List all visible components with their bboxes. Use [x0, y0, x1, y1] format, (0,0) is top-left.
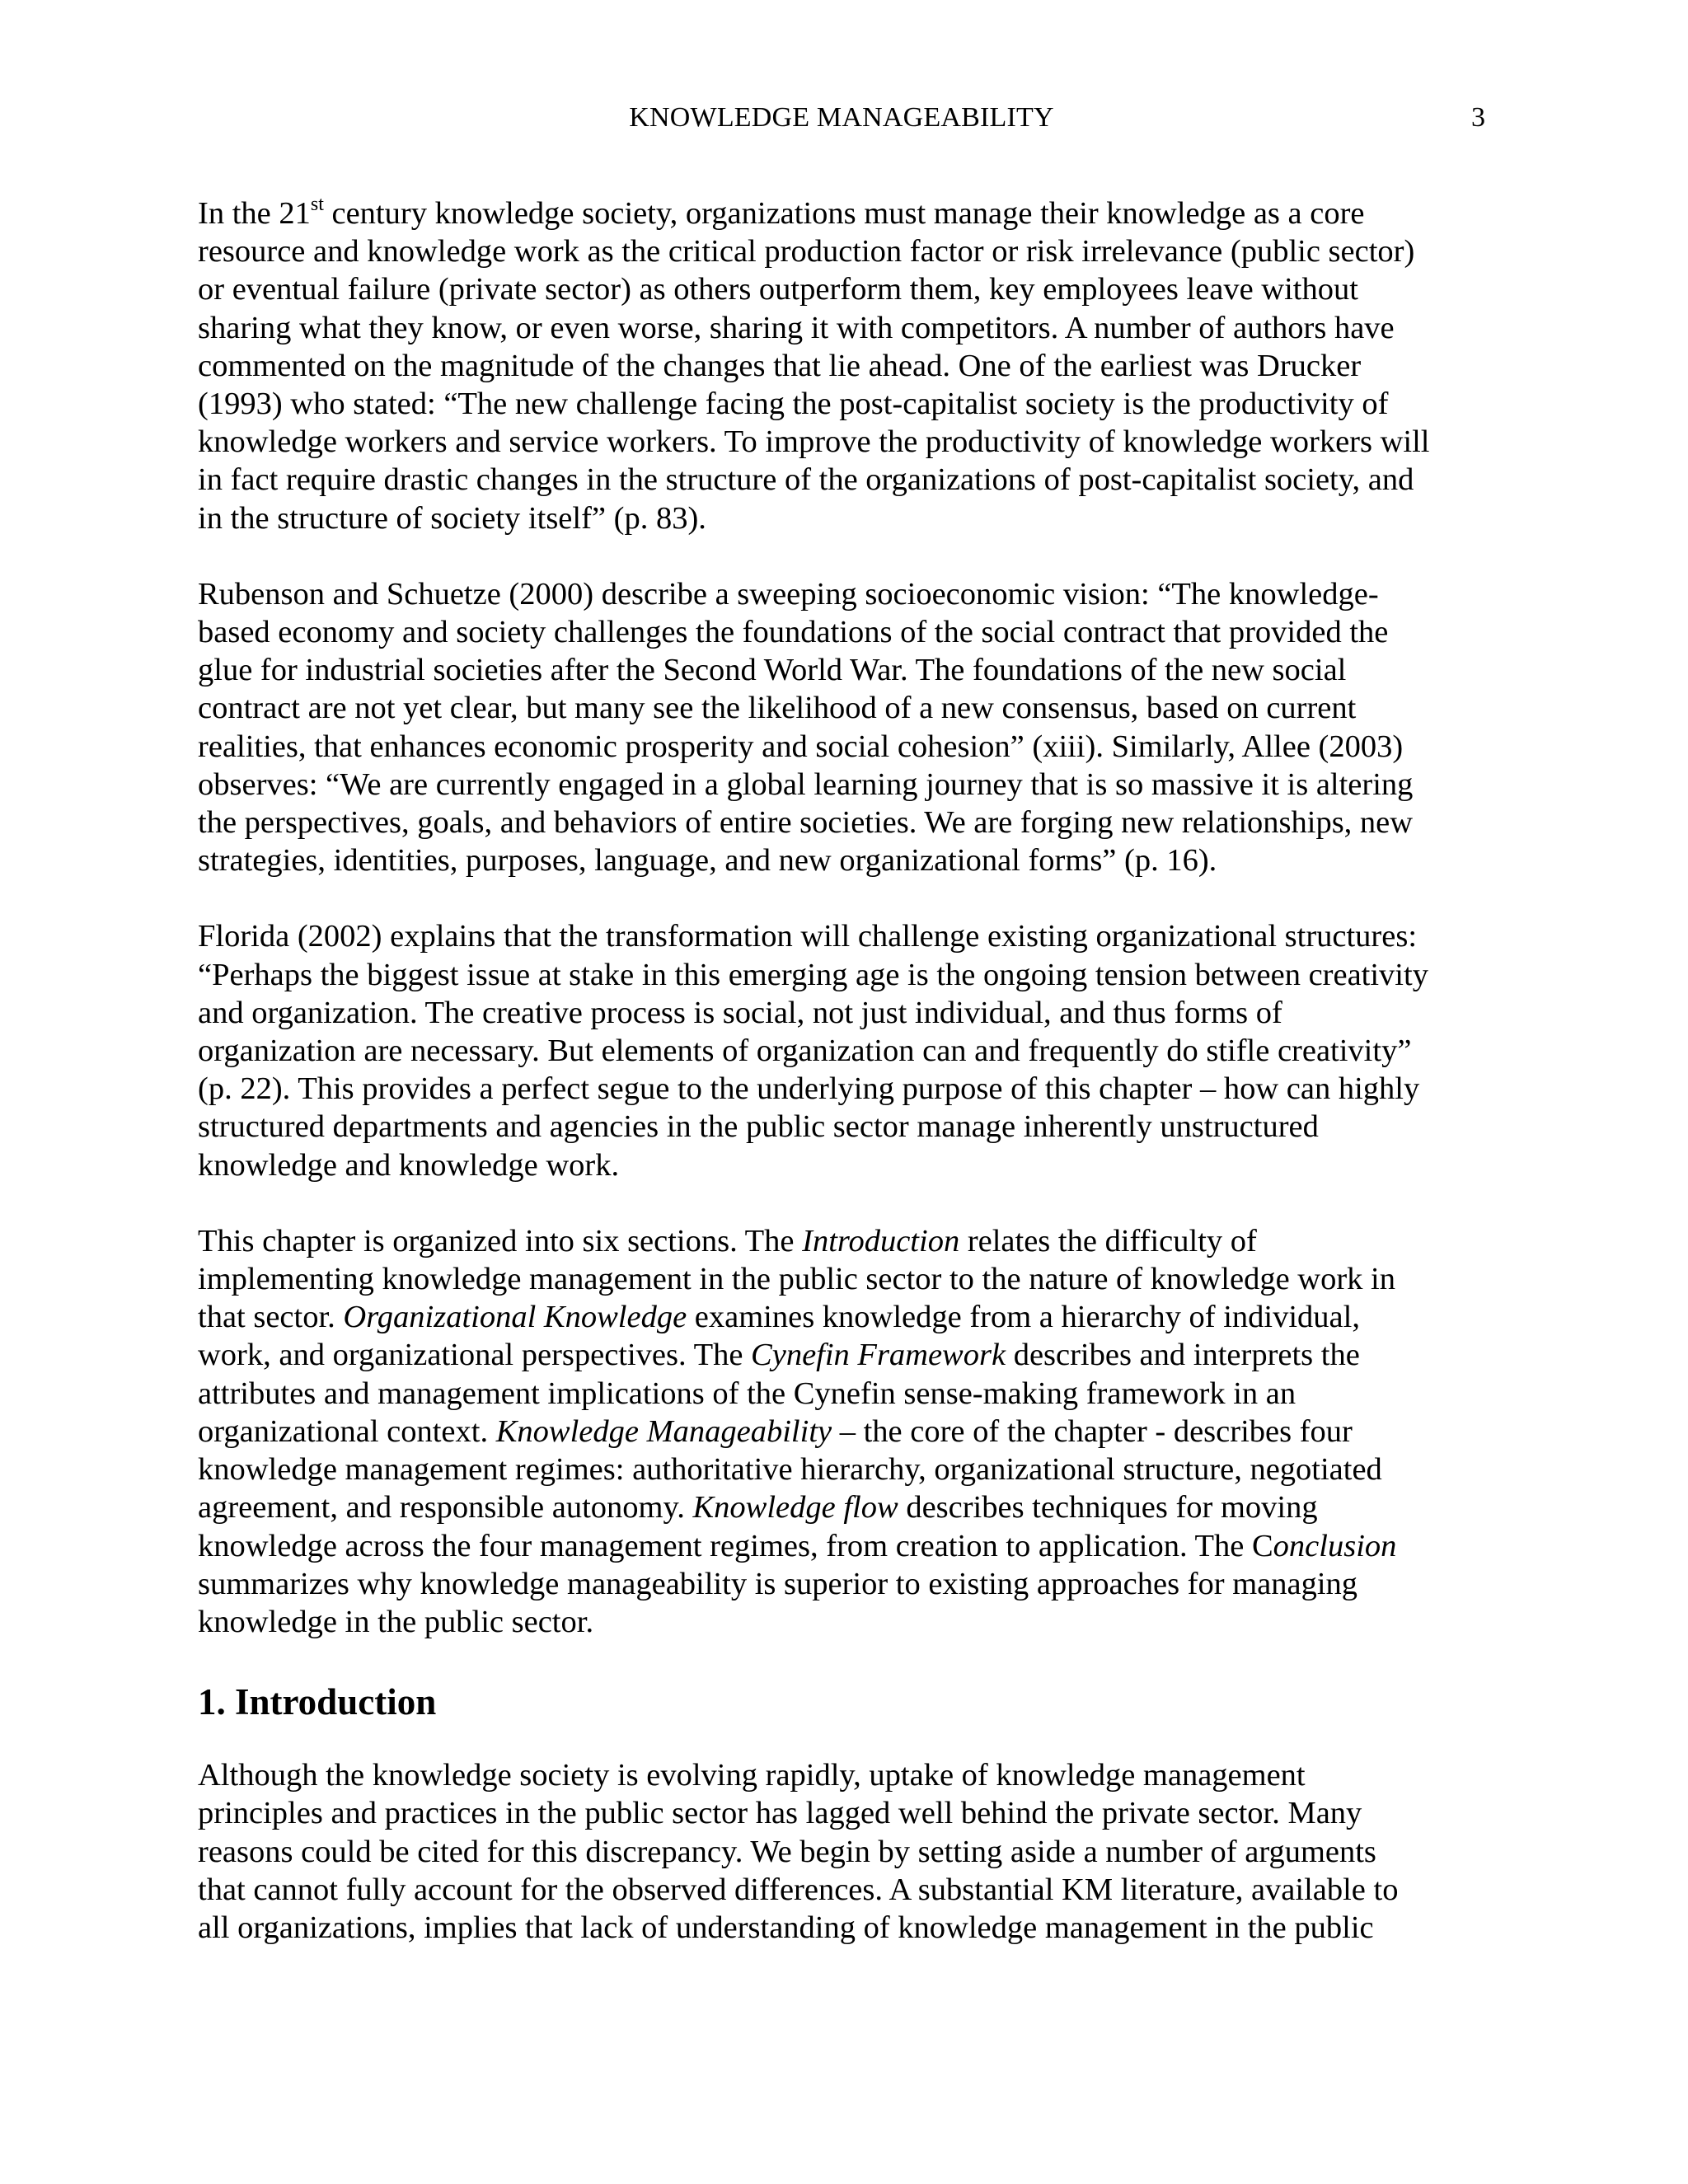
text-run: organizational context.	[198, 1413, 496, 1449]
text-line	[198, 575, 1496, 613]
text-line	[198, 232, 1496, 270]
text-line	[198, 651, 1496, 689]
text-line	[198, 1375, 1496, 1413]
text-run: Florida (2002) explains that the transformation will challenge existing organizational structures:	[198, 919, 1418, 954]
text-line	[198, 270, 1496, 308]
text-line	[198, 1794, 1496, 1832]
text-line	[198, 461, 1496, 499]
text-run: summarizes why knowledge manageability is superior to existing approaches for managing	[198, 1566, 1358, 1601]
text-line	[198, 1527, 1496, 1565]
text-run: organization are necessary. But elements of organization can and frequently do stifle creativity”	[198, 1033, 1412, 1069]
superscript: st	[310, 194, 324, 215]
text-run: and organization. The creative process is social, not just individual, and thus forms of	[198, 995, 1282, 1030]
text-run: commented on the magnitude of the changes that lie ahead. One of the earliest was Drucker	[198, 348, 1362, 383]
italic-text: Knowledge flow	[692, 1490, 898, 1526]
text-run: principles and practices in the public sector has lagged well behind the private sector. Many	[198, 1796, 1362, 1831]
text-run: strategies, identities, purposes, language, and new organizational forms” (p. 16).	[198, 843, 1217, 879]
text-run: knowledge and knowledge work.	[198, 1147, 620, 1183]
text-run: – the core of the chapter - describes four	[832, 1413, 1353, 1449]
text-run: relates the difficulty of	[959, 1223, 1257, 1258]
text-line	[198, 194, 1496, 232]
text-line	[198, 1833, 1496, 1871]
text-run: In the 21	[198, 196, 311, 231]
text-line	[198, 385, 1496, 423]
text-run: reasons could be cited for this discrepancy. We begin by setting aside a number of arguments	[198, 1834, 1376, 1869]
text-run: structured departments and agencies in the public sector manage inherently unstructured	[198, 1109, 1319, 1145]
paragraph	[198, 575, 1496, 880]
text-run: in fact require drastic changes in the structure of the organizations of post-capitalist society, and	[198, 462, 1414, 498]
text-run: or eventual failure (private sector) as others outperform them, key employees leave without	[198, 272, 1358, 307]
section-paragraphs	[198, 1756, 1496, 1947]
text-run: glue for industrial societies after the Second World War. The foundations of the new social	[198, 653, 1347, 688]
running-title: KNOWLEDGE MANAGEABILITY	[629, 102, 1054, 133]
paragraph	[198, 917, 1496, 1183]
text-line	[198, 1413, 1496, 1451]
text-line	[198, 841, 1496, 879]
text-line	[198, 347, 1496, 385]
text-run: describes and interprets the	[1006, 1338, 1360, 1373]
text-line	[198, 728, 1496, 766]
text-run: knowledge in the public sector.	[198, 1604, 594, 1639]
text-run: agreement, and responsible autonomy.	[198, 1490, 693, 1526]
text-line	[198, 309, 1496, 347]
text-line	[198, 1756, 1496, 1794]
text-run: that cannot fully account for the observed differences. A substantial KM literature, available to	[198, 1872, 1399, 1907]
text-line	[198, 766, 1496, 804]
text-line	[198, 1260, 1496, 1298]
text-run: work, and organizational perspectives. The	[198, 1338, 752, 1373]
text-run: knowledge management regimes: authoritative hierarchy, organizational structure, negotiated	[198, 1452, 1382, 1488]
text-line	[198, 1070, 1496, 1108]
text-run: This chapter is organized into six sections. The	[198, 1223, 803, 1258]
text-line	[198, 1032, 1496, 1070]
text-run: Although the knowledge society is evolving rapidly, uptake of knowledge management	[198, 1758, 1306, 1793]
text-run: sharing what they know, or even worse, sharing it with competitors. A number of authors have	[198, 310, 1395, 345]
text-line	[198, 1565, 1496, 1603]
text-run: attributes and management implications of the Cynefin sense-making framework in an	[198, 1376, 1296, 1411]
text-line	[198, 1909, 1496, 1947]
text-line	[198, 1451, 1496, 1488]
text-run: (1993) who stated: “The new challenge facing the post-capitalist society is the productivity of	[198, 387, 1389, 422]
text-run: knowledge across the four management regimes, from creation to application. The C	[198, 1528, 1273, 1563]
text-run: (p. 22). This provides a perfect segue to the underlying purpose of this chapter – how can highly	[198, 1071, 1420, 1107]
text-line	[198, 994, 1496, 1032]
document-body	[198, 194, 1496, 1985]
text-run: century knowledge society, organizations must manage their knowledge as a core	[323, 196, 1365, 231]
text-run: examines knowledge from a hierarchy of individual,	[687, 1300, 1360, 1335]
text-line	[198, 804, 1496, 841]
italic-text: Organizational Knowledge	[343, 1300, 687, 1335]
text-line	[198, 1603, 1496, 1641]
paragraph	[198, 1756, 1496, 1947]
text-line	[198, 1488, 1496, 1526]
italic-text: Cynefin Framework	[751, 1338, 1006, 1373]
italic-text: Knowledge Manageability	[495, 1413, 832, 1449]
text-run: based economy and society challenges the foundations of the social contract that provided the	[198, 615, 1389, 650]
text-line	[198, 1298, 1496, 1336]
text-line	[198, 499, 1496, 537]
text-run: implementing knowledge management in the public sector to the nature of knowledge work in	[198, 1262, 1395, 1297]
text-run: knowledge workers and service workers. To improve the productivity of knowledge workers will	[198, 424, 1430, 460]
text-line	[198, 956, 1496, 994]
text-run: realities, that enhances economic prosperity and social cohesion” (xiii). Similarly, Allee (2003)	[198, 729, 1404, 764]
text-run: “Perhaps the biggest issue at stake in this emerging age is the ongoing tension between creativity	[198, 957, 1428, 992]
text-run: describes techniques for moving	[898, 1490, 1318, 1526]
text-run: contract are not yet clear, but many see the likelihood of a new consensus, based on current	[198, 691, 1357, 726]
text-line	[198, 1336, 1496, 1374]
text-run: that sector.	[198, 1300, 344, 1335]
text-line	[198, 689, 1496, 727]
text-line	[198, 613, 1496, 651]
running-head	[198, 97, 1485, 138]
text-line	[198, 423, 1496, 461]
intro-paragraphs	[198, 194, 1496, 1641]
text-line	[198, 1108, 1496, 1146]
text-run: all organizations, implies that lack of understanding of knowledge management in the public	[198, 1910, 1374, 1945]
text-run: observes: “We are currently engaged in a global learning journey that is so massive it is altering	[198, 766, 1414, 802]
italic-text: Introduction	[802, 1223, 960, 1258]
page-number: 3	[1471, 102, 1485, 133]
text-run: the perspectives, goals, and behaviors of entire societies. We are forging new relationships, new	[198, 805, 1414, 841]
paragraph	[198, 194, 1496, 537]
text-line	[198, 1146, 1496, 1184]
paragraph	[198, 1222, 1496, 1641]
section-heading: 1. Introduction	[198, 1681, 437, 1723]
text-run: Rubenson and Schuetze (2000) describe a sweeping socioeconomic vision: “The knowledge-	[198, 576, 1379, 612]
text-line	[198, 1871, 1496, 1909]
italic-text: onclusion	[1273, 1528, 1397, 1563]
text-line	[198, 917, 1496, 955]
text-run: resource and knowledge work as the critical production factor or risk irrelevance (public sector)	[198, 234, 1415, 269]
text-line	[198, 1222, 1496, 1260]
text-run: in the structure of society itself” (p. 83).	[198, 500, 706, 536]
